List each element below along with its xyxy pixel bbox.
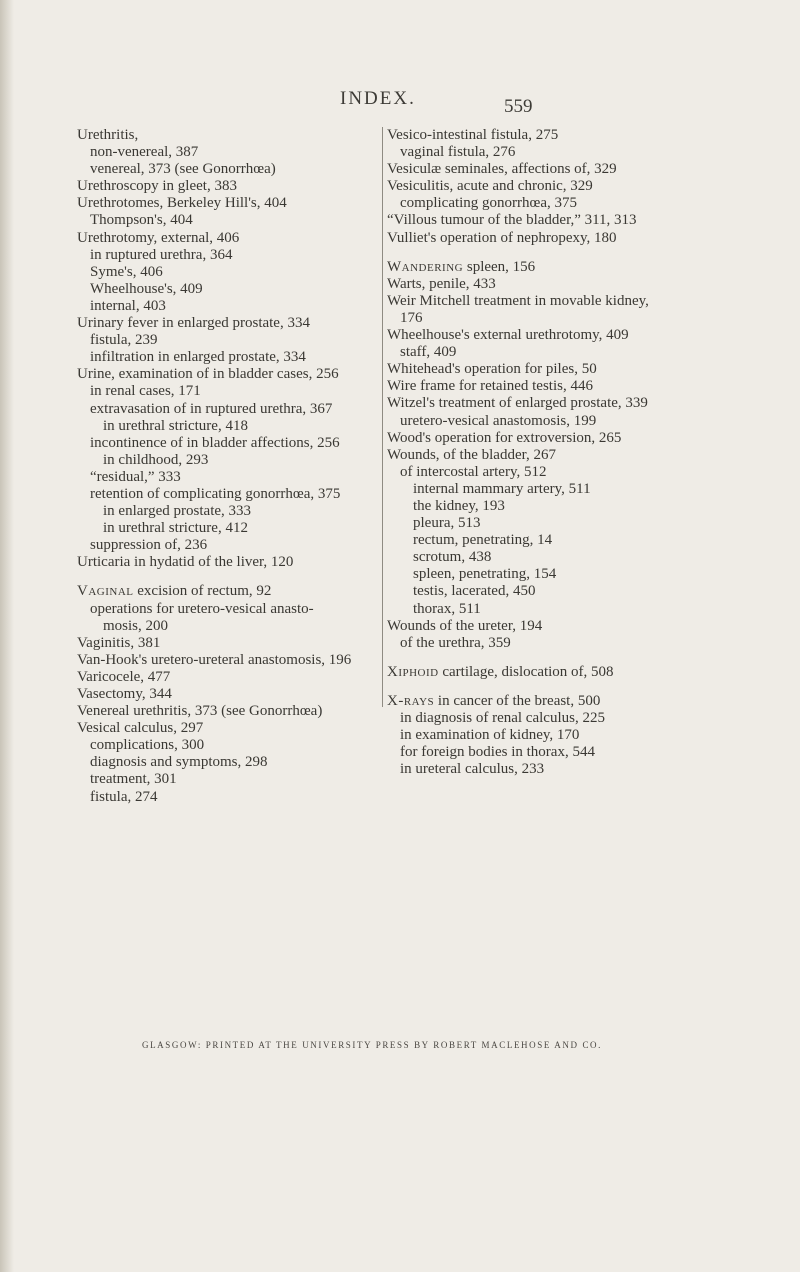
index-entry: the kidney, 193: [413, 497, 505, 514]
index-entry: Weir Mitchell treatment in movable kidney,: [387, 292, 649, 309]
index-entry: Vaginal excision of rectum, 92: [77, 583, 272, 600]
index-entry: venereal, 373 (see Gonorrhœa): [90, 161, 276, 178]
index-entry: Vesico-intestinal fistula, 275: [387, 127, 559, 143]
index-entry: Wire frame for retained testis, 446: [387, 378, 593, 395]
imprint-text: GLASGOW: PRINTED AT THE UNIVERSITY PRESS BY ROBERT MACLEHOSE AND CO.: [141, 1040, 603, 1050]
index-entry: Syme's, 406: [90, 263, 163, 280]
index-entry: thorax, 511: [413, 600, 481, 617]
index-entry: Vulliet's operation of nephropexy, 180: [387, 229, 617, 246]
index-entry: Wandering spleen, 156: [387, 258, 536, 275]
index-entry: Thompson's, 404: [90, 212, 193, 229]
index-entry: complicating gonorrhœa, 375: [400, 195, 578, 212]
index-entry: Vesiculæ seminales, affections of, 329: [387, 161, 617, 178]
column-divider: [382, 127, 383, 707]
index-entry: X-rays in cancer of the breast, 500: [387, 692, 601, 709]
section-head-word: Wandering: [387, 258, 464, 275]
index-entry: non-venereal, 387: [90, 144, 199, 161]
index-entry: complications, 300: [90, 737, 205, 754]
index-entry: operations for uretero-vesical anasto-: [90, 600, 314, 617]
printer-imprint: [0, 1040, 800, 1050]
index-entry: Urinary fever in enlarged prostate, 334: [77, 315, 310, 332]
index-entry: spleen, penetrating, 154: [413, 566, 557, 583]
index-entry: fistula, 239: [90, 332, 158, 349]
index-entry: in examination of kidney, 170: [400, 727, 580, 744]
index-entry: pleura, 513: [413, 515, 481, 532]
index-entry: internal mammary artery, 511: [413, 480, 591, 497]
index-entry: scrotum, 438: [413, 549, 492, 566]
section-head-word: Xiphoid: [387, 663, 439, 680]
index-entry: Wheelhouse's, 409: [90, 280, 203, 297]
index-entry: Vasectomy, 344: [77, 686, 172, 702]
index-entry: uretero-vesical anastomosis, 199: [400, 412, 597, 429]
index-entry: in renal cases, 171: [90, 383, 201, 400]
index-entry: Urethritis,: [77, 127, 139, 143]
index-column-left: [77, 127, 375, 806]
index-entry: in ruptured urethra, 364: [90, 246, 233, 263]
index-entry: Van-Hook's uretero-ureteral anastomosis, 196: [77, 651, 352, 668]
index-entry: retention of complicating gonorrhœa, 375: [90, 485, 341, 502]
index-entry: Urethrotomy, external, 406: [77, 229, 240, 246]
page-number: 559: [504, 96, 533, 117]
index-entry: Whitehead's operation for piles, 50: [387, 361, 597, 378]
index-entry: infiltration in enlarged prostate, 334: [90, 349, 306, 366]
running-head: INDEX.: [340, 88, 416, 109]
index-entry: Vesiculitis, acute and chronic, 329: [387, 178, 593, 195]
index-entry: Warts, penile, 433: [387, 275, 496, 292]
index-entry: in urethral stricture, 412: [103, 520, 248, 537]
index-entry: extravasation of in ruptured urethra, 367: [90, 400, 333, 417]
index-entry: fistula, 274: [90, 788, 158, 805]
index-entry: of intercostal artery, 512: [400, 463, 547, 480]
index-entry: suppression of, 236: [90, 537, 208, 554]
index-column-right: [387, 127, 695, 778]
index-entry: vaginal fistula, 276: [400, 144, 516, 161]
index-entry: staff, 409: [400, 344, 457, 361]
index-entry: Varicocele, 477: [77, 668, 171, 685]
gutter-shadow: [0, 0, 14, 1272]
index-entry: mosis, 200: [103, 617, 169, 634]
index-entry: in urethral stricture, 418: [103, 417, 248, 434]
index-entry: incontinence of in bladder affections, 256: [90, 434, 340, 451]
index-entry: Urine, examination of in bladder cases, 256: [77, 366, 339, 383]
section-head-word: X-rays: [387, 692, 435, 709]
index-entry: “Villous tumour of the bladder,” 311, 313: [387, 212, 637, 229]
index-entry: in enlarged prostate, 333: [103, 503, 252, 520]
index-entry: internal, 403: [90, 297, 166, 314]
section-head-word: Vaginal: [77, 583, 134, 600]
index-entry: Urticaria in hydatid of the liver, 120: [77, 554, 294, 571]
page-header: [0, 80, 800, 120]
index-entry: Wheelhouse's external urethrotomy, 409: [387, 327, 629, 344]
index-entry: Vaginitis, 381: [77, 634, 161, 651]
index-entry: in diagnosis of renal calculus, 225: [400, 710, 605, 726]
index-entry: Xiphoid cartilage, dislocation of, 508: [387, 663, 614, 680]
index-entry: Witzel's treatment of enlarged prostate, 339: [387, 395, 648, 412]
index-entry: for foreign bodies in thorax, 544: [400, 744, 595, 761]
index-entry: rectum, penetrating, 14: [413, 532, 553, 549]
index-entry: of the urethra, 359: [400, 634, 511, 651]
index-entry: Wood's operation for extroversion, 265: [387, 429, 622, 446]
index-entry: 176: [400, 309, 423, 326]
index-entry: testis, lacerated, 450: [413, 583, 536, 600]
index-entry: treatment, 301: [90, 771, 177, 788]
index-entry: Vesical calculus, 297: [77, 720, 204, 737]
index-entry: Urethrotomes, Berkeley Hill's, 404: [77, 195, 287, 212]
index-entry: diagnosis and symptoms, 298: [90, 754, 268, 771]
index-entry: in ureteral calculus, 233: [400, 761, 545, 778]
index-entry: “residual,” 333: [90, 468, 181, 485]
index-entry: Venereal urethritis, 373 (see Gonorrhœa): [77, 703, 323, 720]
index-entry: Wounds of the ureter, 194: [387, 617, 543, 634]
index-entry: in childhood, 293: [103, 451, 209, 468]
index-entry: Wounds, of the bladder, 267: [387, 446, 556, 463]
index-entry: Urethroscopy in gleet, 383: [77, 178, 237, 195]
